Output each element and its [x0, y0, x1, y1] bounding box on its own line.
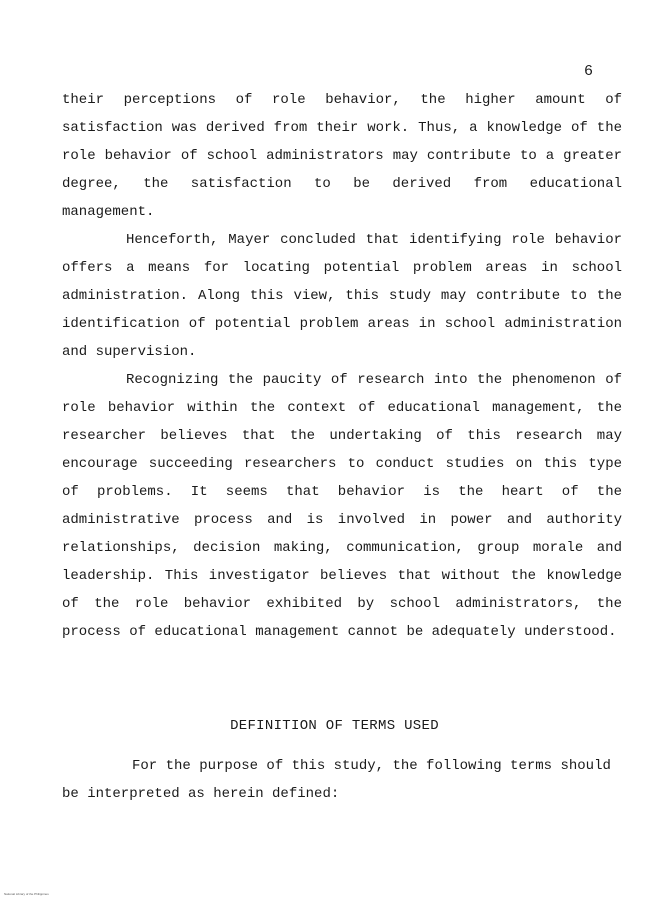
section-intro-paragraph: For the purpose of this study, the following terms should be interpreted as herein defined:	[62, 758, 611, 802]
paragraph-1: their perceptions of role behavior, the higher amount of satisfaction was derived from their work. Thus, a knowledge of the role behavior of school administrators may contribute to a greater degree, the satisfaction to be derived from educational management.	[62, 92, 622, 220]
paragraph-3: Recognizing the paucity of research into the phenomenon of role behavior within the context of educational management, the researcher believes that the undertaking of this research may encourage succeeding researchers to conduct studies on this type of problems. It seems that behavior is the heart of the administrative process and is involved in power and authority relationships, decision making, communication, group morale and leadership. This investigator believes that without the knowledge of the role behavior exhibited by school administrators, the process of educational management cannot be adequately understood.	[62, 372, 622, 640]
library-footer-note: National Library of the Philippines	[4, 892, 49, 896]
section-intro	[62, 752, 622, 808]
page-number: 6	[584, 63, 594, 80]
section-heading: DEFINITION OF TERMS USED	[230, 718, 439, 734]
paragraph-2: Henceforth, Mayer concluded that identifying role behavior offers a means for locating potential problem areas in school administration. Along this view, this study may contribute to the identification of potential problem areas in school administration and supervision.	[62, 232, 622, 360]
body-text	[62, 86, 622, 646]
